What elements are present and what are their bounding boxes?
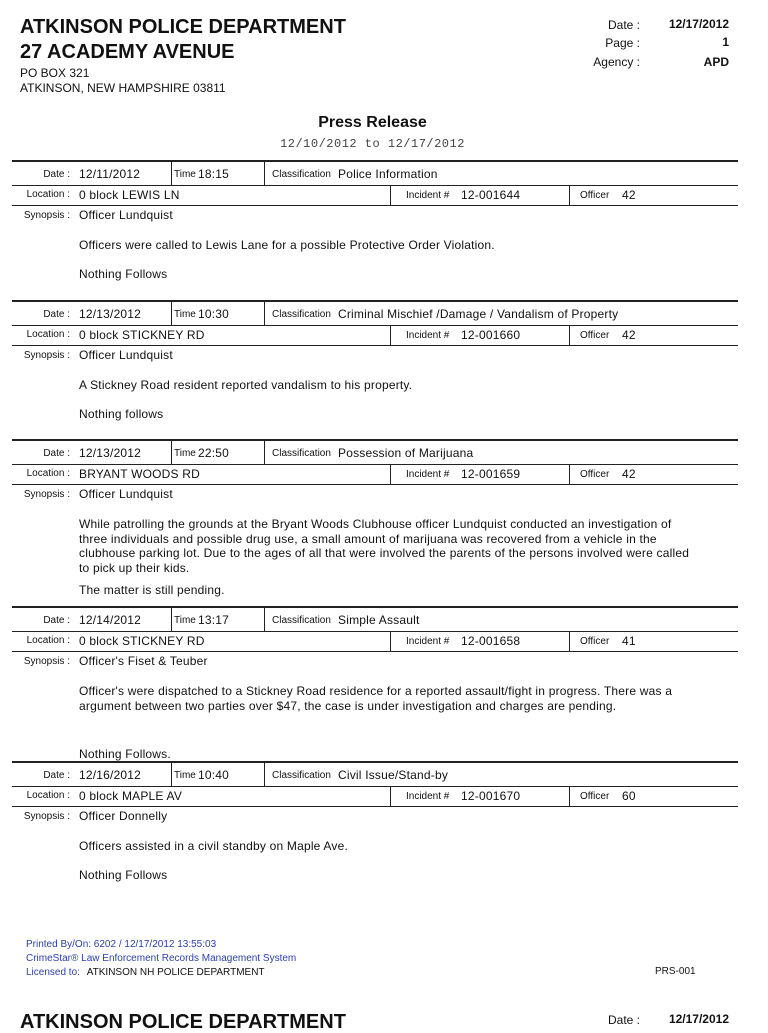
cell-divider: [264, 161, 265, 185]
synopsis-officer: Officer Lundquist: [79, 348, 173, 362]
po-box: PO BOX 321: [20, 66, 90, 80]
row-divider: [12, 205, 738, 206]
location-label: Location :: [26, 329, 70, 340]
time-label: Time: [174, 309, 196, 320]
licensed-to-line: [26, 967, 265, 978]
cell-divider: [171, 607, 172, 631]
incident-number: 12-001658: [461, 634, 521, 648]
officer-label: Officer: [580, 636, 610, 647]
row-divider: [12, 345, 738, 346]
row-divider: [12, 786, 738, 787]
cell-divider: [569, 186, 570, 205]
synopsis-officer: Officer's Fiset & Teuber: [79, 654, 208, 668]
officer-label: Officer: [580, 190, 610, 201]
classification-label: Classification: [272, 309, 331, 320]
synopsis-label: Synopsis :: [23, 350, 70, 361]
incident-time: 18:15: [198, 167, 230, 181]
incident-classification: Criminal Mischief /Damage / Vandalism of Property: [338, 307, 619, 321]
incident-time: 10:40: [198, 768, 230, 782]
time-label: Time: [174, 770, 196, 781]
cell-divider: [171, 762, 172, 786]
officer-label: Officer: [580, 330, 610, 341]
report-date-value: 12/17/2012: [668, 17, 729, 31]
location-label: Location :: [26, 468, 70, 479]
incident-number: 12-001670: [461, 789, 521, 803]
department-name: ATKINSON POLICE DEPARTMENT: [20, 16, 346, 38]
incident-closing-note: Nothing Follows.: [79, 747, 171, 761]
incident-time: 22:50: [198, 446, 230, 460]
incident-time: 10:30: [198, 307, 230, 321]
location-label: Location :: [26, 790, 70, 801]
row-divider: [12, 464, 738, 465]
officer-number: 42: [622, 467, 636, 481]
location-label: Location :: [26, 189, 70, 200]
synopsis-label: Synopsis :: [23, 210, 70, 221]
licensed-to-label: Licensed to:: [26, 967, 80, 978]
date-label: Date :: [43, 169, 70, 180]
incident-location: 0 block STICKNEY RD: [79, 634, 205, 648]
cell-divider: [390, 186, 391, 205]
incident-classification: Police Information: [338, 167, 438, 181]
synopsis-officer: Officer Donnelly: [79, 809, 168, 823]
cell-divider: [390, 632, 391, 651]
incident-closing-note: Nothing Follows: [79, 267, 168, 281]
officer-number: 42: [622, 328, 636, 342]
city-state-zip: ATKINSON, NEW HAMPSHIRE 03811: [20, 81, 226, 95]
incident-narrative: A Stickney Road resident reported vandalism to his property.: [79, 378, 413, 392]
time-label: Time: [174, 615, 196, 626]
incident-closing-note: The matter is still pending.: [79, 583, 225, 597]
incident-top-rule: [12, 606, 738, 608]
report-date-range: 12/10/2012 to 12/17/2012: [280, 137, 465, 151]
synopsis-label: Synopsis :: [23, 811, 70, 822]
synopsis-officer: Officer Lundquist: [79, 487, 173, 501]
date-label: Date :: [43, 309, 70, 320]
incident-top-rule: [12, 439, 738, 441]
date-label: Date :: [43, 770, 70, 781]
incident-closing-note: Nothing Follows: [79, 868, 168, 882]
incident-number-label: Incident #: [406, 636, 450, 647]
classification-label: Classification: [272, 615, 331, 626]
cell-divider: [569, 465, 570, 484]
row-divider: [12, 185, 738, 186]
cell-divider: [569, 326, 570, 345]
incident-number-label: Incident #: [406, 330, 450, 341]
officer-number: 42: [622, 188, 636, 202]
records-system-line: CrimeStar® Law Enforcement Records Management System: [26, 953, 297, 964]
cell-divider: [264, 762, 265, 786]
incident-narrative: Officer's were dispatched to a Stickney Road residence for a reported assault/fight in progress. There was a argument between two parties over $47, the case is under investigation and charges are pending.: [79, 684, 673, 713]
incident-time: 13:17: [198, 613, 230, 627]
cell-divider: [264, 607, 265, 631]
incident-number-label: Incident #: [406, 791, 450, 802]
cell-divider: [264, 301, 265, 325]
synopsis-label: Synopsis :: [23, 489, 70, 500]
incident-closing-note: Nothing follows: [79, 407, 164, 421]
incident-number: 12-001660: [461, 328, 521, 342]
incident-date: 12/13/2012: [79, 446, 142, 460]
location-label: Location :: [26, 635, 70, 646]
synopsis-label: Synopsis :: [23, 656, 70, 667]
incident-date: 12/13/2012: [79, 307, 142, 321]
cell-divider: [569, 787, 570, 806]
classification-label: Classification: [272, 169, 331, 180]
page-number: 1: [722, 35, 729, 49]
cell-divider: [390, 787, 391, 806]
time-label: Time: [174, 169, 196, 180]
officer-label: Officer: [580, 791, 610, 802]
cell-divider: [390, 326, 391, 345]
time-label: Time: [174, 448, 196, 459]
incident-number-label: Incident #: [406, 190, 450, 201]
incident-number: 12-001659: [461, 467, 521, 481]
date-label: Date :: [43, 448, 70, 459]
officer-number: 60: [622, 789, 636, 803]
incident-date: 12/11/2012: [79, 167, 141, 181]
next-page-date-label: Date :: [607, 1013, 640, 1027]
printed-by-line: Printed By/On: 6202 / 12/17/2012 13:55:03: [26, 939, 217, 950]
report-date-label: Date :: [607, 18, 640, 32]
cell-divider: [264, 440, 265, 464]
classification-label: Classification: [272, 448, 331, 459]
incident-classification: Civil Issue/Stand-by: [338, 768, 449, 782]
incident-date: 12/16/2012: [79, 768, 142, 782]
incident-location: BRYANT WOODS RD: [79, 467, 201, 481]
report-title: Press Release: [318, 114, 427, 131]
page-label: Page :: [605, 36, 640, 50]
incident-location: 0 block LEWIS LN: [79, 188, 180, 202]
row-divider: [12, 651, 738, 652]
cell-divider: [171, 301, 172, 325]
incident-classification: Simple Assault: [338, 613, 420, 627]
incident-narrative: Officers assisted in a civil standby on Maple Ave.: [79, 839, 349, 853]
incident-narrative: Officers were called to Lewis Lane for a possible Protective Order Violation.: [79, 238, 495, 252]
row-divider: [12, 631, 738, 632]
incident-top-rule: [12, 761, 738, 763]
cell-divider: [390, 465, 391, 484]
agency-value: APD: [703, 55, 729, 69]
agency-label: Agency :: [593, 55, 640, 69]
row-divider: [12, 806, 738, 807]
officer-label: Officer: [580, 469, 610, 480]
department-street: 27 ACADEMY AVENUE: [20, 41, 235, 63]
form-code: PRS-001: [655, 966, 696, 977]
next-page-department-name: ATKINSON POLICE DEPARTMENT: [20, 1011, 346, 1033]
row-divider: [12, 484, 738, 485]
incident-number-label: Incident #: [406, 469, 450, 480]
incident-classification: Possession of Marijuana: [338, 446, 474, 460]
row-divider: [12, 325, 738, 326]
incident-top-rule: [12, 160, 738, 162]
next-page-date-value: 12/17/2012: [668, 1012, 729, 1026]
cell-divider: [171, 161, 172, 185]
incident-narrative: While patrolling the grounds at the Bryant Woods Clubhouse officer Lundquist conducted an investigation of three individuals and possible drug use, a small amount of marijuana was recovered from a vehicle in the clubhouse parking lot. Due to the ages of all that were involved the parents of the persons involved were called to pick up their kids.: [79, 517, 690, 575]
officer-number: 41: [622, 634, 636, 648]
licensed-to-value: ATKINSON NH POLICE DEPARTMENT: [86, 967, 265, 978]
cell-divider: [569, 632, 570, 651]
date-label: Date :: [43, 615, 70, 626]
classification-label: Classification: [272, 770, 331, 781]
synopsis-officer: Officer Lundquist: [79, 208, 173, 222]
incident-top-rule: [12, 300, 738, 302]
incident-date: 12/14/2012: [79, 613, 142, 627]
incident-number: 12-001644: [461, 188, 521, 202]
cell-divider: [171, 440, 172, 464]
incident-location: 0 block STICKNEY RD: [79, 328, 205, 342]
incident-location: 0 block MAPLE AV: [79, 789, 183, 803]
